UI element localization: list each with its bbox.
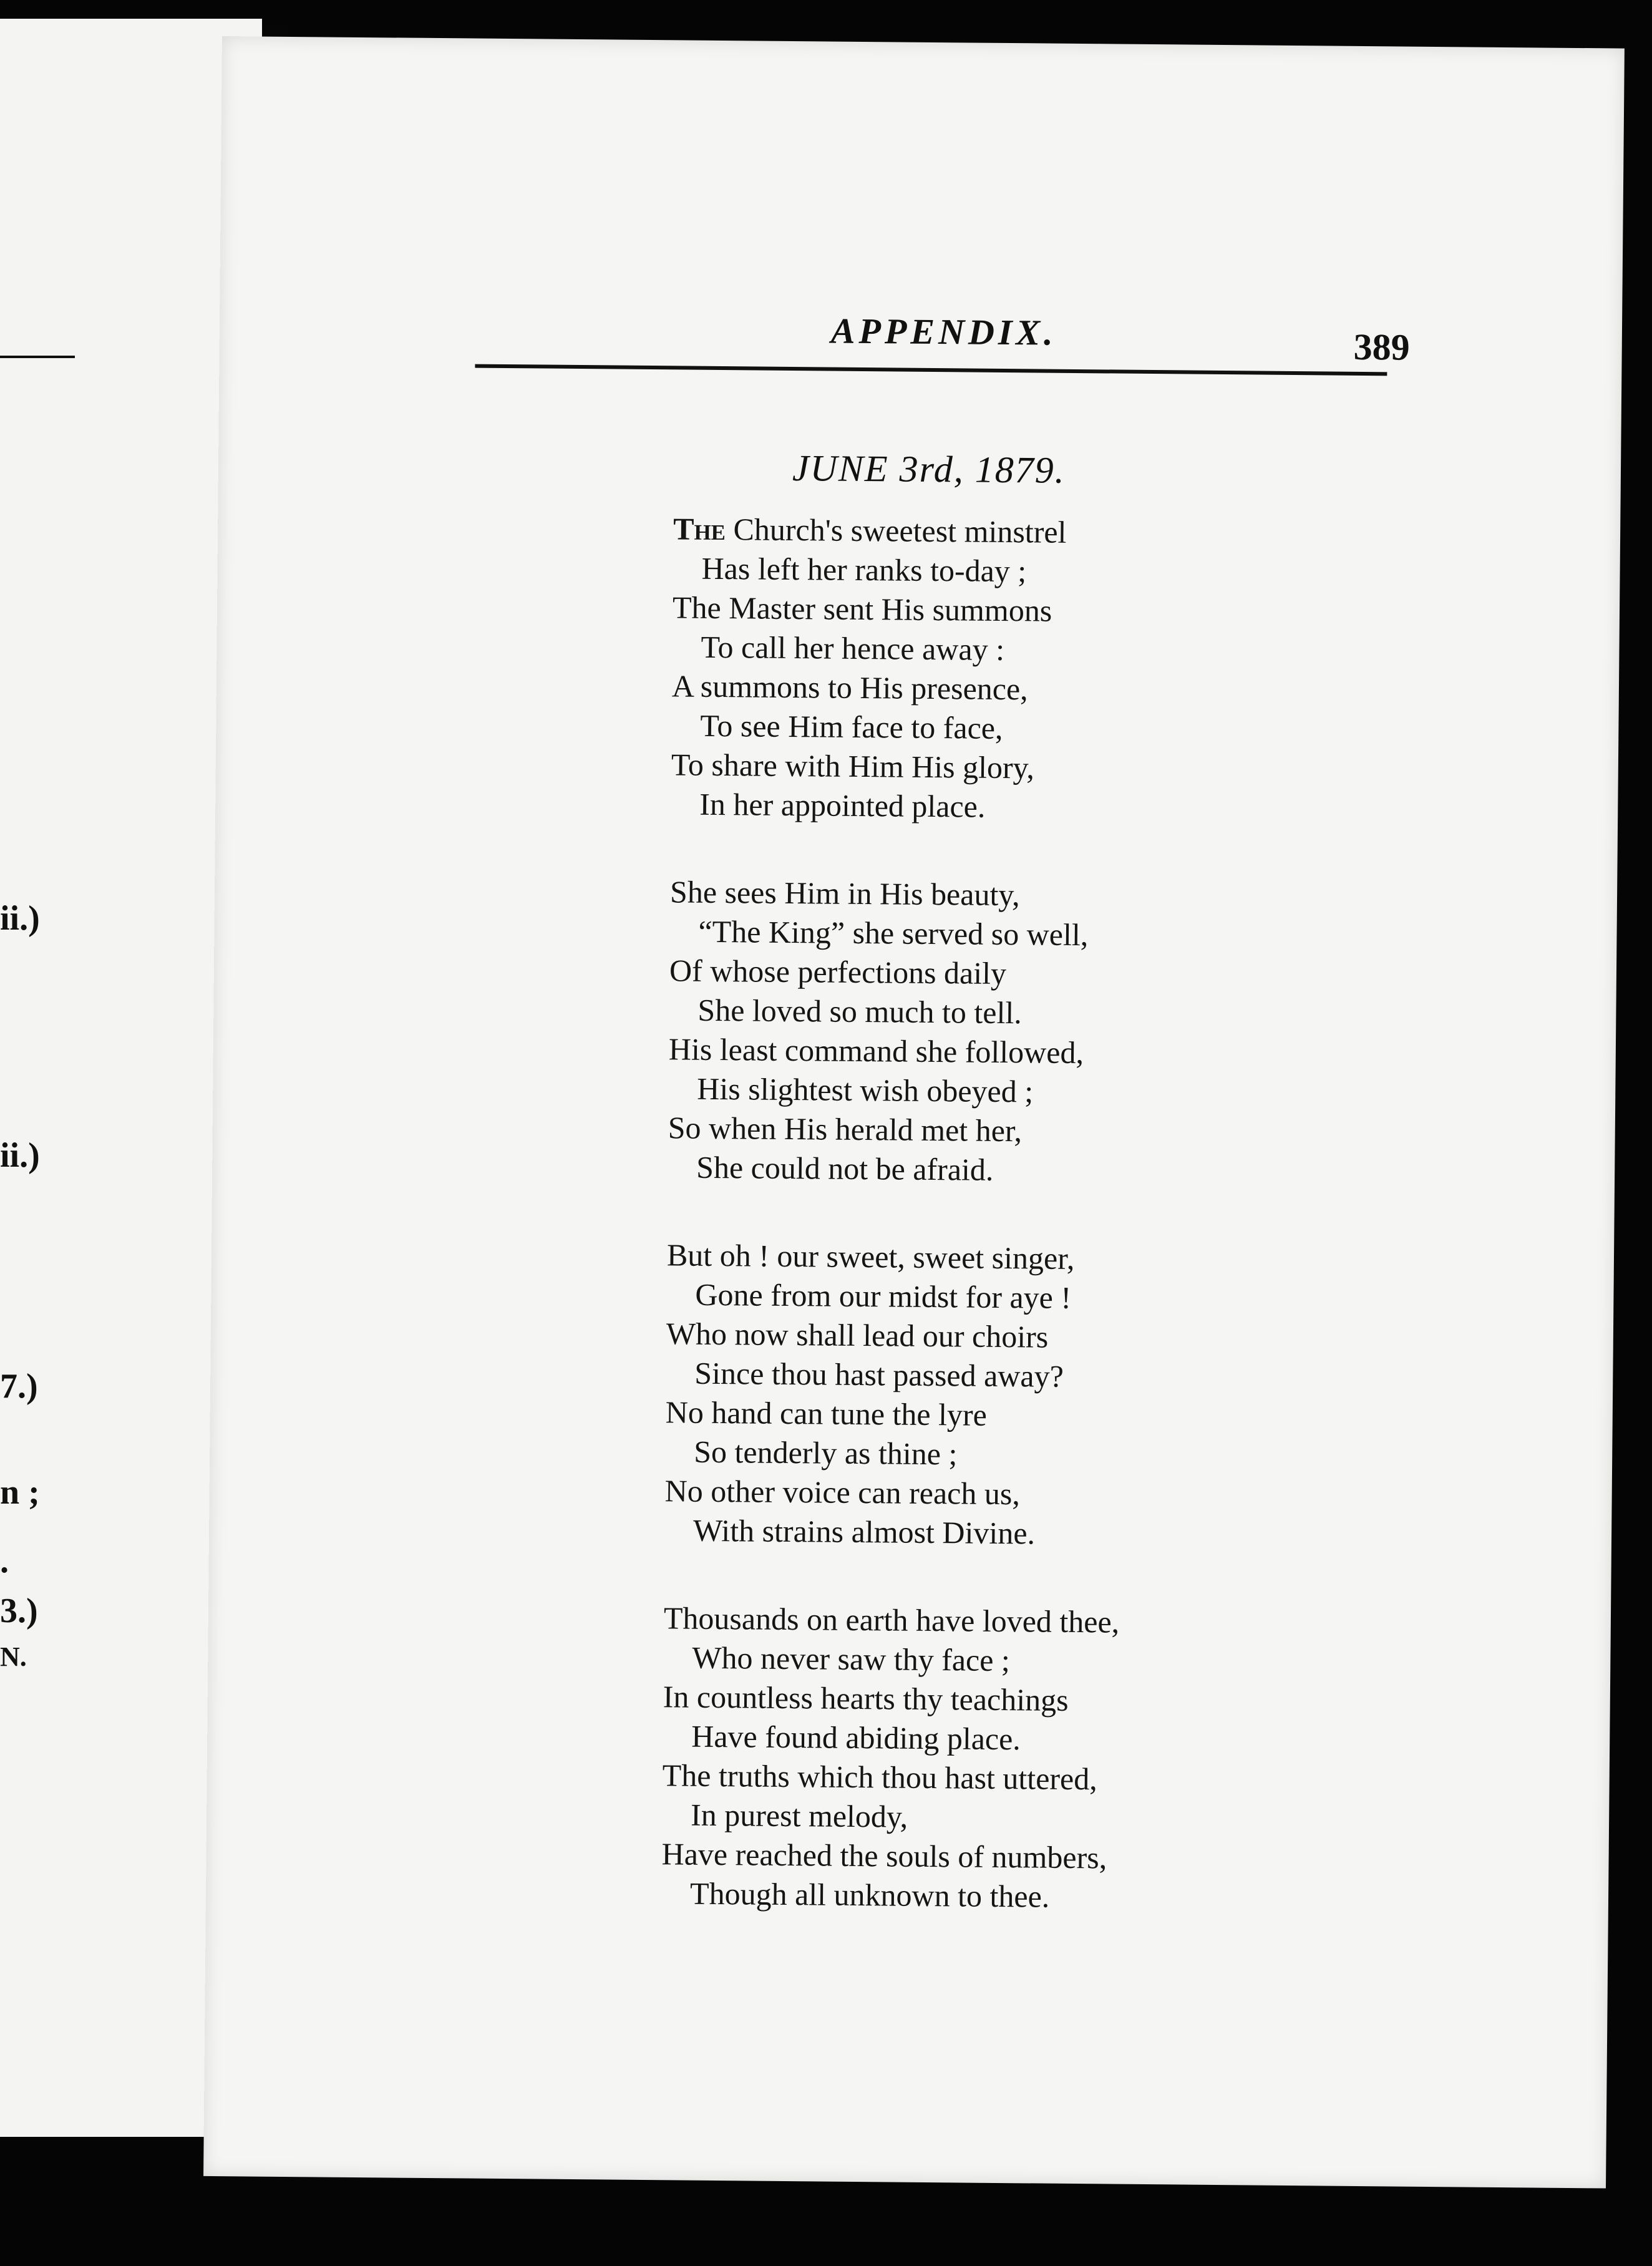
poem-line: The Master sent His summons [672,590,1052,628]
poem-line: Though all unknown to thee. [689,1875,1050,1914]
poem-line: Who never saw thy face ; [692,1640,1011,1678]
previous-page-fragment: N. [0,1641,27,1672]
poem-line: Of whose perfections daily [669,953,1007,991]
poem-line: Has left her ranks to-day ; [701,550,1027,589]
poem-title: JUNE 3rd, 1879. [792,447,1066,491]
poem-line: Have found abiding place. [691,1718,1021,1757]
previous-page-rule [0,356,75,358]
poem-line: Who now shall lead our choirs [666,1316,1049,1354]
poem [661,509,1484,1968]
poem-line: His slightest wish obeyed ; [697,1071,1034,1109]
previous-page-fragment: n ; [0,1473,40,1512]
previous-page-fragment: 7.) [0,1367,38,1406]
poem-line: But oh ! our sweet, sweet singer, [666,1237,1075,1276]
header-rule [475,364,1387,376]
previous-page-fragment: ii.) [0,1136,40,1175]
poem-line: A summons to His presence, [671,668,1028,707]
poem-line: His least command she followed, [668,1031,1084,1071]
poem-line: No hand can tune the lyre [665,1394,988,1432]
poem-line: “The King” she served so well, [698,913,1089,953]
page-number: 389 [1353,326,1411,368]
stanza-2 [668,872,1481,1194]
drop-word: The [673,511,726,547]
poem-line: Gone from our midst for aye ! [695,1276,1072,1315]
poem-line: Have reached the souls of numbers, [661,1836,1107,1875]
poem-line: She loved so much to tell. [697,992,1023,1031]
previous-page-fragment: ii.) [0,899,40,938]
stanza-4 [661,1598,1475,1920]
running-head: APPENDIX. [830,310,1057,353]
previous-page-fragment: 3.) [0,1592,38,1630]
poem-line-text: Church's sweetest minstrel [725,512,1067,550]
poem-line [673,509,1485,555]
stanza-1 [671,509,1484,830]
previous-page-fragment: . [0,1542,9,1580]
poem-line: In her appointed place. [699,786,986,824]
poem-line: With strains almost Divine. [692,1512,1036,1551]
poem-line: She could not be afraid. [696,1149,994,1187]
poem-line: Thousands on earth have loved thee, [663,1600,1120,1640]
poem-line: Since thou hast passed away? [694,1355,1064,1394]
poem-line: So tenderly as thine ; [693,1434,958,1472]
page-header [219,304,1622,404]
poem-line: So when His herald met her, [668,1110,1023,1149]
stanza-3 [664,1235,1478,1557]
poem-line: To call her hence away : [701,629,1005,667]
poem-line: The truths which thou hast uttered, [662,1758,1097,1797]
poem-line: In purest melody, [690,1797,908,1834]
poem-line: In countless hearts thy teachings [663,1679,1069,1718]
page [203,36,1625,2188]
poem-line: To share with Him His glory, [671,747,1035,785]
poem-line: She sees Him in His beauty, [669,874,1020,913]
poem-line: No other voice can reach us, [664,1473,1021,1512]
poem-line: To see Him face to face, [700,708,1003,746]
